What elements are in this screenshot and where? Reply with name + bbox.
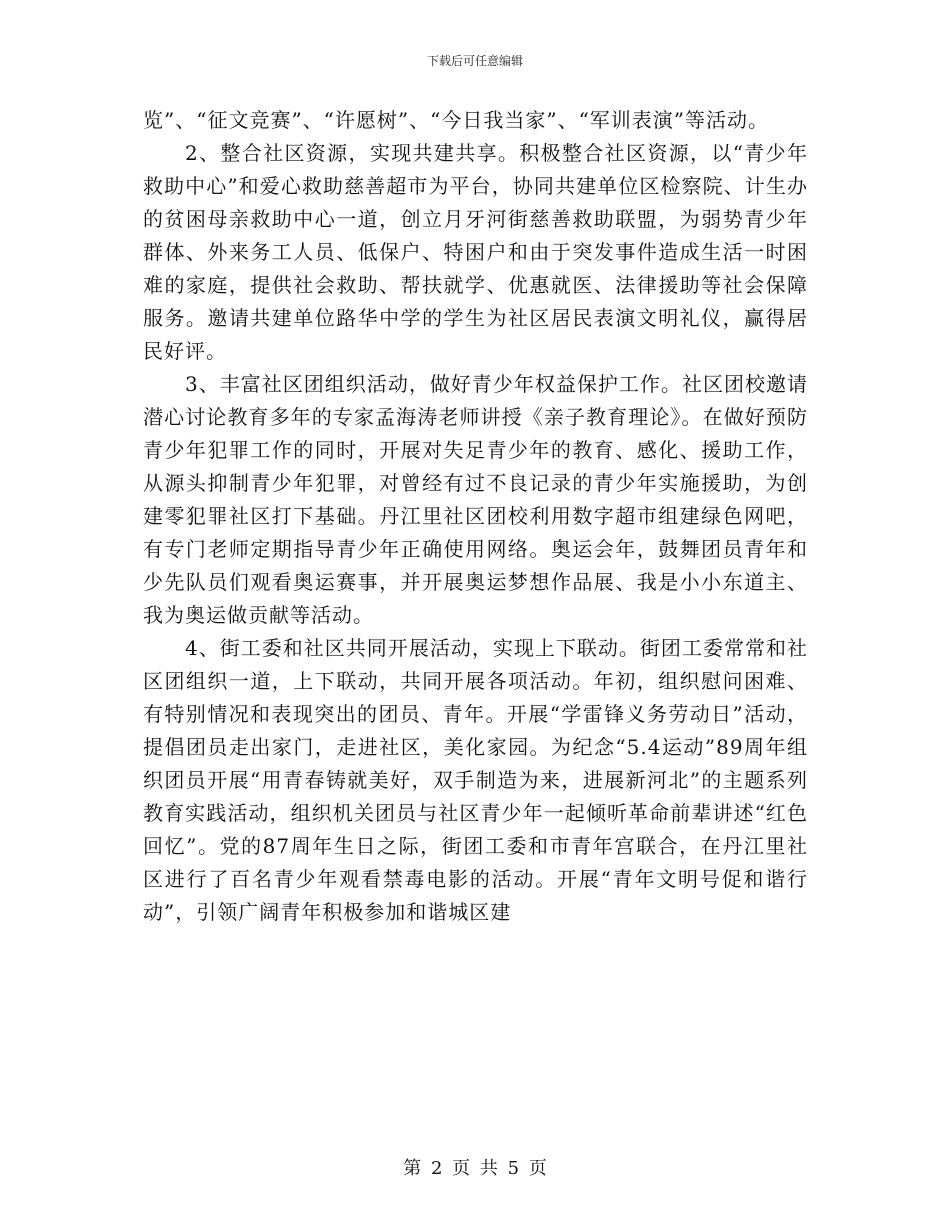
paragraph-item-3: 3、丰富社区团组织活动，做好青少年权益保护工作。社区团校邀请潜心讨论教育多年的专家孟海涛老师讲授《亲子教育理论》。在做好预防青少年犯罪工作的同时，开展对失足青少年的教育、感化、援助工作，从源头抑制青少年犯罪，对曾经有过不良记录的青少年实施援助，为创建零犯罪社区打下基础。丹江里社区团校利用数字超市组建绿色网吧，有专门老师定期指导青少年正确使用网络。奥运会年，鼓舞团员青年和少先队员们观看奥运赛事，并开展奥运梦想作品展、我是小小东道主、我为奥运做贡献等活动。 [143, 372, 808, 627]
page-footer: 第 2 页 共 5 页 [403, 1158, 547, 1179]
paragraph-item-4: 4、街工委和社区共同开展活动，实现上下联动。街团工委常常和社区团组织一道，上下联动，共同开展各项活动。年初，组织慰问困难、有特别情况和表现突出的团员、青年。开展“学雷锋义务劳动日”活动，提倡团员走出家门，走进社区，美化家园。为纪念“5.4运动”89周年组织团员开展“用青春铸就美好，双手制造为来，进展新河北”的主题系列教育实践活动，组织机关团员与社区青少年一起倾听革命前辈讲述“红色回忆”。党的87周年生日之际，街团工委和市青年宫联合，在丹江里社区进行了百名青少年观看禁毒电影的活动。开展“青年文明号促和谐行动”，引领广阔青年积极参加和谐城区建 [143, 636, 808, 924]
page-header: 下载后可任意编辑 [426, 54, 523, 68]
paragraph-continued: 览”、“征文竞赛”、“许愿树”、“今日我当家”、“军训表演”等活动。 [143, 108, 770, 132]
document-body [143, 104, 808, 929]
paragraph-item-2: 2、整合社区资源，实现共建共享。积极整合社区资源，以“青少年救助中心”和爱心救助慈善超市为平台，协同共建单位区检察院、计生办的贫困母亲救助中心一道，创立月牙河街慈善救助联盟，为弱势青少年群体、外来务工人员、低保户、特困户和由于突发事件造成生活一时困难的家庭，提供社会救助、帮扶就学、优惠就医、法律援助等社会保障服务。邀请共建单位路华中学的学生为社区居民表演文明礼仪，赢得居民好评。 [143, 141, 808, 363]
